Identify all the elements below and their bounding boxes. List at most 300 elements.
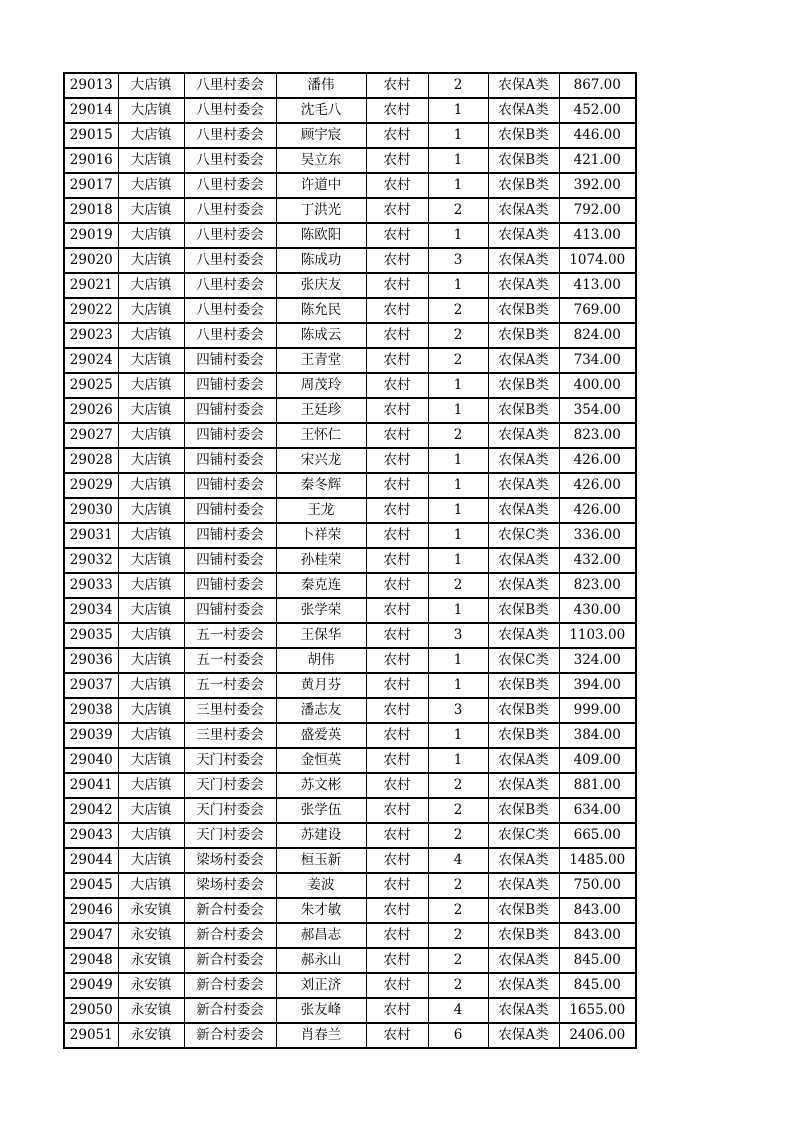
cell-person-count: 1 bbox=[428, 648, 488, 673]
cell-serial-number: 29038 bbox=[64, 698, 118, 723]
cell-town: 大店镇 bbox=[118, 873, 184, 898]
cell-person-name: 盛爱英 bbox=[276, 723, 366, 748]
cell-insurance-category: 农保A类 bbox=[488, 198, 559, 223]
cell-town: 永安镇 bbox=[118, 948, 184, 973]
cell-person-count: 1 bbox=[428, 748, 488, 773]
table-row bbox=[64, 298, 636, 323]
table-row bbox=[64, 448, 636, 473]
cell-town: 大店镇 bbox=[118, 798, 184, 823]
cell-village-committee: 五一村委会 bbox=[184, 623, 276, 648]
table-row bbox=[64, 523, 636, 548]
cell-amount: 845.00 bbox=[559, 973, 636, 998]
cell-residence-type: 农村 bbox=[366, 973, 428, 998]
table-row bbox=[64, 648, 636, 673]
cell-serial-number: 29049 bbox=[64, 973, 118, 998]
cell-amount: 845.00 bbox=[559, 948, 636, 973]
cell-person-name: 郝永山 bbox=[276, 948, 366, 973]
cell-amount: 999.00 bbox=[559, 698, 636, 723]
table-row bbox=[64, 1023, 636, 1048]
table-row bbox=[64, 723, 636, 748]
cell-person-count: 2 bbox=[428, 798, 488, 823]
cell-person-name: 丁洪光 bbox=[276, 198, 366, 223]
cell-insurance-category: 农保A类 bbox=[488, 348, 559, 373]
cell-residence-type: 农村 bbox=[366, 648, 428, 673]
cell-amount: 665.00 bbox=[559, 823, 636, 848]
cell-person-name: 吴立东 bbox=[276, 148, 366, 173]
table-row bbox=[64, 623, 636, 648]
cell-town: 大店镇 bbox=[118, 273, 184, 298]
cell-village-committee: 八里村委会 bbox=[184, 248, 276, 273]
cell-amount: 413.00 bbox=[559, 223, 636, 248]
cell-village-committee: 天门村委会 bbox=[184, 773, 276, 798]
cell-town: 大店镇 bbox=[118, 373, 184, 398]
cell-residence-type: 农村 bbox=[366, 73, 428, 98]
cell-town: 大店镇 bbox=[118, 348, 184, 373]
cell-serial-number: 29017 bbox=[64, 173, 118, 198]
cell-insurance-category: 农保B类 bbox=[488, 723, 559, 748]
cell-person-name: 王青堂 bbox=[276, 348, 366, 373]
cell-insurance-category: 农保B类 bbox=[488, 373, 559, 398]
table-row bbox=[64, 773, 636, 798]
cell-town: 大店镇 bbox=[118, 673, 184, 698]
cell-amount: 769.00 bbox=[559, 298, 636, 323]
cell-insurance-category: 农保A类 bbox=[488, 448, 559, 473]
cell-insurance-category: 农保B类 bbox=[488, 148, 559, 173]
cell-amount: 354.00 bbox=[559, 398, 636, 423]
cell-residence-type: 农村 bbox=[366, 798, 428, 823]
cell-insurance-category: 农保B类 bbox=[488, 598, 559, 623]
cell-serial-number: 29014 bbox=[64, 98, 118, 123]
cell-serial-number: 29016 bbox=[64, 148, 118, 173]
cell-person-count: 4 bbox=[428, 998, 488, 1023]
cell-person-count: 2 bbox=[428, 573, 488, 598]
cell-insurance-category: 农保A类 bbox=[488, 73, 559, 98]
table-row bbox=[64, 948, 636, 973]
table-row bbox=[64, 973, 636, 998]
cell-person-count: 1 bbox=[428, 598, 488, 623]
cell-residence-type: 农村 bbox=[366, 248, 428, 273]
cell-insurance-category: 农保B类 bbox=[488, 123, 559, 148]
cell-serial-number: 29037 bbox=[64, 673, 118, 698]
cell-serial-number: 29029 bbox=[64, 473, 118, 498]
cell-person-count: 2 bbox=[428, 948, 488, 973]
cell-insurance-category: 农保B类 bbox=[488, 798, 559, 823]
cell-village-committee: 新合村委会 bbox=[184, 923, 276, 948]
cell-residence-type: 农村 bbox=[366, 98, 428, 123]
cell-residence-type: 农村 bbox=[366, 923, 428, 948]
cell-insurance-category: 农保B类 bbox=[488, 323, 559, 348]
cell-amount: 1074.00 bbox=[559, 248, 636, 273]
cell-serial-number: 29024 bbox=[64, 348, 118, 373]
cell-amount: 430.00 bbox=[559, 598, 636, 623]
cell-village-committee: 八里村委会 bbox=[184, 323, 276, 348]
cell-town: 大店镇 bbox=[118, 623, 184, 648]
cell-residence-type: 农村 bbox=[366, 848, 428, 873]
cell-residence-type: 农村 bbox=[366, 598, 428, 623]
cell-person-count: 1 bbox=[428, 723, 488, 748]
table-row bbox=[64, 248, 636, 273]
cell-town: 大店镇 bbox=[118, 398, 184, 423]
cell-insurance-category: 农保B类 bbox=[488, 673, 559, 698]
cell-person-count: 2 bbox=[428, 298, 488, 323]
cell-insurance-category: 农保A类 bbox=[488, 873, 559, 898]
cell-person-count: 1 bbox=[428, 548, 488, 573]
cell-residence-type: 农村 bbox=[366, 423, 428, 448]
cell-serial-number: 29040 bbox=[64, 748, 118, 773]
cell-village-committee: 四铺村委会 bbox=[184, 473, 276, 498]
cell-person-name: 陈允民 bbox=[276, 298, 366, 323]
cell-amount: 413.00 bbox=[559, 273, 636, 298]
cell-person-count: 3 bbox=[428, 248, 488, 273]
cell-insurance-category: 农保B类 bbox=[488, 898, 559, 923]
cell-amount: 384.00 bbox=[559, 723, 636, 748]
cell-town: 大店镇 bbox=[118, 98, 184, 123]
cell-insurance-category: 农保C类 bbox=[488, 648, 559, 673]
table-row bbox=[64, 748, 636, 773]
cell-serial-number: 29028 bbox=[64, 448, 118, 473]
cell-residence-type: 农村 bbox=[366, 698, 428, 723]
table-row bbox=[64, 823, 636, 848]
table-row bbox=[64, 173, 636, 198]
cell-serial-number: 29032 bbox=[64, 548, 118, 573]
cell-person-count: 2 bbox=[428, 973, 488, 998]
cell-person-name: 肖春兰 bbox=[276, 1023, 366, 1048]
cell-village-committee: 三里村委会 bbox=[184, 723, 276, 748]
cell-person-name: 张庆友 bbox=[276, 273, 366, 298]
cell-person-name: 秦克连 bbox=[276, 573, 366, 598]
cell-person-count: 1 bbox=[428, 398, 488, 423]
cell-person-name: 陈成云 bbox=[276, 323, 366, 348]
cell-village-committee: 新合村委会 bbox=[184, 1023, 276, 1048]
cell-serial-number: 29027 bbox=[64, 423, 118, 448]
cell-insurance-category: 农保B类 bbox=[488, 923, 559, 948]
cell-residence-type: 农村 bbox=[366, 898, 428, 923]
cell-serial-number: 29046 bbox=[64, 898, 118, 923]
cell-person-name: 潘伟 bbox=[276, 73, 366, 98]
cell-serial-number: 29039 bbox=[64, 723, 118, 748]
cell-serial-number: 29015 bbox=[64, 123, 118, 148]
cell-person-name: 陈欧阳 bbox=[276, 223, 366, 248]
cell-amount: 824.00 bbox=[559, 323, 636, 348]
table-row bbox=[64, 473, 636, 498]
cell-insurance-category: 农保A类 bbox=[488, 573, 559, 598]
cell-serial-number: 29033 bbox=[64, 573, 118, 598]
table-row bbox=[64, 923, 636, 948]
cell-serial-number: 29034 bbox=[64, 598, 118, 623]
table-row bbox=[64, 373, 636, 398]
table-row bbox=[64, 348, 636, 373]
cell-amount: 400.00 bbox=[559, 373, 636, 398]
cell-serial-number: 29030 bbox=[64, 498, 118, 523]
cell-town: 大店镇 bbox=[118, 748, 184, 773]
cell-serial-number: 29025 bbox=[64, 373, 118, 398]
cell-residence-type: 农村 bbox=[366, 1023, 428, 1048]
cell-person-name: 刘正济 bbox=[276, 973, 366, 998]
cell-residence-type: 农村 bbox=[366, 548, 428, 573]
table-row bbox=[64, 198, 636, 223]
cell-insurance-category: 农保A类 bbox=[488, 473, 559, 498]
cell-amount: 446.00 bbox=[559, 123, 636, 148]
cell-village-committee: 五一村委会 bbox=[184, 673, 276, 698]
cell-residence-type: 农村 bbox=[366, 948, 428, 973]
cell-person-name: 秦冬辉 bbox=[276, 473, 366, 498]
cell-town: 大店镇 bbox=[118, 698, 184, 723]
table-row bbox=[64, 323, 636, 348]
cell-amount: 881.00 bbox=[559, 773, 636, 798]
cell-residence-type: 农村 bbox=[366, 623, 428, 648]
cell-serial-number: 29031 bbox=[64, 523, 118, 548]
cell-insurance-category: 农保B类 bbox=[488, 298, 559, 323]
table-row bbox=[64, 148, 636, 173]
cell-amount: 432.00 bbox=[559, 548, 636, 573]
cell-amount: 634.00 bbox=[559, 798, 636, 823]
cell-town: 大店镇 bbox=[118, 223, 184, 248]
cell-serial-number: 29023 bbox=[64, 323, 118, 348]
cell-serial-number: 29019 bbox=[64, 223, 118, 248]
cell-village-committee: 八里村委会 bbox=[184, 98, 276, 123]
cell-amount: 2406.00 bbox=[559, 1023, 636, 1048]
cell-serial-number: 29050 bbox=[64, 998, 118, 1023]
cell-town: 大店镇 bbox=[118, 323, 184, 348]
cell-person-name: 宋兴龙 bbox=[276, 448, 366, 473]
cell-village-committee: 四铺村委会 bbox=[184, 348, 276, 373]
cell-town: 大店镇 bbox=[118, 548, 184, 573]
cell-person-count: 1 bbox=[428, 173, 488, 198]
cell-insurance-category: 农保A类 bbox=[488, 948, 559, 973]
table-row bbox=[64, 798, 636, 823]
cell-residence-type: 农村 bbox=[366, 748, 428, 773]
cell-insurance-category: 农保C类 bbox=[488, 523, 559, 548]
cell-insurance-category: 农保A类 bbox=[488, 98, 559, 123]
cell-serial-number: 29051 bbox=[64, 1023, 118, 1048]
cell-person-name: 苏建设 bbox=[276, 823, 366, 848]
cell-amount: 734.00 bbox=[559, 348, 636, 373]
cell-serial-number: 29022 bbox=[64, 298, 118, 323]
cell-amount: 421.00 bbox=[559, 148, 636, 173]
cell-residence-type: 农村 bbox=[366, 223, 428, 248]
cell-person-count: 1 bbox=[428, 223, 488, 248]
cell-residence-type: 农村 bbox=[366, 723, 428, 748]
cell-amount: 409.00 bbox=[559, 748, 636, 773]
cell-residence-type: 农村 bbox=[366, 123, 428, 148]
cell-village-committee: 八里村委会 bbox=[184, 173, 276, 198]
cell-village-committee: 四铺村委会 bbox=[184, 548, 276, 573]
cell-residence-type: 农村 bbox=[366, 323, 428, 348]
cell-village-committee: 四铺村委会 bbox=[184, 398, 276, 423]
table-row bbox=[64, 698, 636, 723]
cell-village-committee: 四铺村委会 bbox=[184, 373, 276, 398]
cell-town: 永安镇 bbox=[118, 1023, 184, 1048]
cell-residence-type: 农村 bbox=[366, 273, 428, 298]
cell-town: 大店镇 bbox=[118, 573, 184, 598]
cell-village-committee: 四铺村委会 bbox=[184, 573, 276, 598]
cell-person-name: 陈成功 bbox=[276, 248, 366, 273]
cell-amount: 1485.00 bbox=[559, 848, 636, 873]
cell-person-name: 张学荣 bbox=[276, 598, 366, 623]
beneficiary-table bbox=[63, 72, 637, 1049]
cell-amount: 1655.00 bbox=[559, 998, 636, 1023]
cell-person-count: 1 bbox=[428, 273, 488, 298]
cell-person-name: 桓玉新 bbox=[276, 848, 366, 873]
table-row bbox=[64, 98, 636, 123]
cell-village-committee: 三里村委会 bbox=[184, 698, 276, 723]
cell-serial-number: 29018 bbox=[64, 198, 118, 223]
cell-person-count: 2 bbox=[428, 823, 488, 848]
cell-person-count: 4 bbox=[428, 848, 488, 873]
cell-town: 大店镇 bbox=[118, 148, 184, 173]
cell-serial-number: 29042 bbox=[64, 798, 118, 823]
cell-residence-type: 农村 bbox=[366, 673, 428, 698]
table-row bbox=[64, 873, 636, 898]
cell-town: 大店镇 bbox=[118, 198, 184, 223]
cell-person-count: 2 bbox=[428, 73, 488, 98]
cell-village-committee: 梁场村委会 bbox=[184, 848, 276, 873]
table-row bbox=[64, 123, 636, 148]
cell-village-committee: 八里村委会 bbox=[184, 298, 276, 323]
cell-serial-number: 29047 bbox=[64, 923, 118, 948]
cell-person-count: 2 bbox=[428, 873, 488, 898]
cell-person-name: 张友峰 bbox=[276, 998, 366, 1023]
cell-person-name: 金恒英 bbox=[276, 748, 366, 773]
cell-person-name: 孙桂荣 bbox=[276, 548, 366, 573]
cell-village-committee: 天门村委会 bbox=[184, 823, 276, 848]
cell-village-committee: 八里村委会 bbox=[184, 123, 276, 148]
cell-village-committee: 四铺村委会 bbox=[184, 598, 276, 623]
cell-amount: 792.00 bbox=[559, 198, 636, 223]
table-row bbox=[64, 898, 636, 923]
cell-town: 永安镇 bbox=[118, 998, 184, 1023]
cell-residence-type: 农村 bbox=[366, 348, 428, 373]
cell-town: 大店镇 bbox=[118, 648, 184, 673]
cell-person-count: 2 bbox=[428, 898, 488, 923]
table-row bbox=[64, 848, 636, 873]
cell-person-name: 黄月芬 bbox=[276, 673, 366, 698]
table-row bbox=[64, 573, 636, 598]
cell-insurance-category: 农保A类 bbox=[488, 423, 559, 448]
cell-person-count: 2 bbox=[428, 323, 488, 348]
cell-person-count: 1 bbox=[428, 148, 488, 173]
cell-amount: 843.00 bbox=[559, 923, 636, 948]
cell-insurance-category: 农保C类 bbox=[488, 823, 559, 848]
cell-residence-type: 农村 bbox=[366, 198, 428, 223]
cell-amount: 823.00 bbox=[559, 573, 636, 598]
cell-amount: 426.00 bbox=[559, 473, 636, 498]
cell-person-count: 1 bbox=[428, 373, 488, 398]
cell-serial-number: 29035 bbox=[64, 623, 118, 648]
cell-town: 大店镇 bbox=[118, 723, 184, 748]
cell-residence-type: 农村 bbox=[366, 998, 428, 1023]
table-row bbox=[64, 223, 636, 248]
cell-insurance-category: 农保A类 bbox=[488, 998, 559, 1023]
cell-town: 大店镇 bbox=[118, 298, 184, 323]
cell-serial-number: 29045 bbox=[64, 873, 118, 898]
cell-person-count: 3 bbox=[428, 698, 488, 723]
cell-town: 大店镇 bbox=[118, 473, 184, 498]
cell-person-name: 许道中 bbox=[276, 173, 366, 198]
table-body bbox=[64, 73, 636, 1048]
cell-amount: 392.00 bbox=[559, 173, 636, 198]
cell-serial-number: 29043 bbox=[64, 823, 118, 848]
cell-person-count: 2 bbox=[428, 348, 488, 373]
cell-person-name: 王龙 bbox=[276, 498, 366, 523]
cell-amount: 426.00 bbox=[559, 448, 636, 473]
cell-amount: 394.00 bbox=[559, 673, 636, 698]
table-row bbox=[64, 548, 636, 573]
cell-person-count: 2 bbox=[428, 198, 488, 223]
cell-serial-number: 29048 bbox=[64, 948, 118, 973]
cell-town: 大店镇 bbox=[118, 523, 184, 548]
cell-town: 大店镇 bbox=[118, 423, 184, 448]
cell-village-committee: 五一村委会 bbox=[184, 648, 276, 673]
cell-town: 永安镇 bbox=[118, 898, 184, 923]
cell-residence-type: 农村 bbox=[366, 448, 428, 473]
cell-amount: 750.00 bbox=[559, 873, 636, 898]
cell-person-name: 苏文彬 bbox=[276, 773, 366, 798]
cell-person-name: 郝昌志 bbox=[276, 923, 366, 948]
cell-person-name: 王廷珍 bbox=[276, 398, 366, 423]
cell-residence-type: 农村 bbox=[366, 173, 428, 198]
cell-serial-number: 29013 bbox=[64, 73, 118, 98]
cell-person-name: 周茂玲 bbox=[276, 373, 366, 398]
table-row bbox=[64, 998, 636, 1023]
cell-insurance-category: 农保B类 bbox=[488, 173, 559, 198]
cell-person-count: 1 bbox=[428, 473, 488, 498]
cell-residence-type: 农村 bbox=[366, 498, 428, 523]
cell-village-committee: 四铺村委会 bbox=[184, 498, 276, 523]
cell-person-count: 3 bbox=[428, 623, 488, 648]
cell-village-committee: 四铺村委会 bbox=[184, 448, 276, 473]
cell-person-count: 1 bbox=[428, 448, 488, 473]
cell-person-count: 1 bbox=[428, 673, 488, 698]
cell-residence-type: 农村 bbox=[366, 773, 428, 798]
cell-person-name: 朱才敏 bbox=[276, 898, 366, 923]
cell-person-name: 沈毛八 bbox=[276, 98, 366, 123]
cell-amount: 426.00 bbox=[559, 498, 636, 523]
cell-insurance-category: 农保A类 bbox=[488, 548, 559, 573]
cell-insurance-category: 农保A类 bbox=[488, 248, 559, 273]
cell-person-name: 王怀仁 bbox=[276, 423, 366, 448]
cell-village-committee: 四铺村委会 bbox=[184, 523, 276, 548]
cell-residence-type: 农村 bbox=[366, 398, 428, 423]
cell-town: 大店镇 bbox=[118, 498, 184, 523]
cell-insurance-category: 农保A类 bbox=[488, 773, 559, 798]
table-row bbox=[64, 273, 636, 298]
table-row bbox=[64, 73, 636, 98]
cell-insurance-category: 农保A类 bbox=[488, 498, 559, 523]
cell-village-committee: 八里村委会 bbox=[184, 198, 276, 223]
cell-person-count: 1 bbox=[428, 498, 488, 523]
cell-insurance-category: 农保A类 bbox=[488, 223, 559, 248]
cell-town: 大店镇 bbox=[118, 173, 184, 198]
cell-amount: 324.00 bbox=[559, 648, 636, 673]
cell-town: 永安镇 bbox=[118, 973, 184, 998]
cell-town: 大店镇 bbox=[118, 448, 184, 473]
cell-town: 大店镇 bbox=[118, 598, 184, 623]
cell-person-name: 卜祥荣 bbox=[276, 523, 366, 548]
cell-insurance-category: 农保B类 bbox=[488, 398, 559, 423]
cell-residence-type: 农村 bbox=[366, 473, 428, 498]
cell-residence-type: 农村 bbox=[366, 523, 428, 548]
table-row bbox=[64, 423, 636, 448]
cell-serial-number: 29021 bbox=[64, 273, 118, 298]
cell-insurance-category: 农保A类 bbox=[488, 748, 559, 773]
cell-person-name: 潘志友 bbox=[276, 698, 366, 723]
cell-person-name: 张学伍 bbox=[276, 798, 366, 823]
cell-amount: 336.00 bbox=[559, 523, 636, 548]
cell-serial-number: 29036 bbox=[64, 648, 118, 673]
cell-serial-number: 29044 bbox=[64, 848, 118, 873]
cell-village-committee: 四铺村委会 bbox=[184, 423, 276, 448]
